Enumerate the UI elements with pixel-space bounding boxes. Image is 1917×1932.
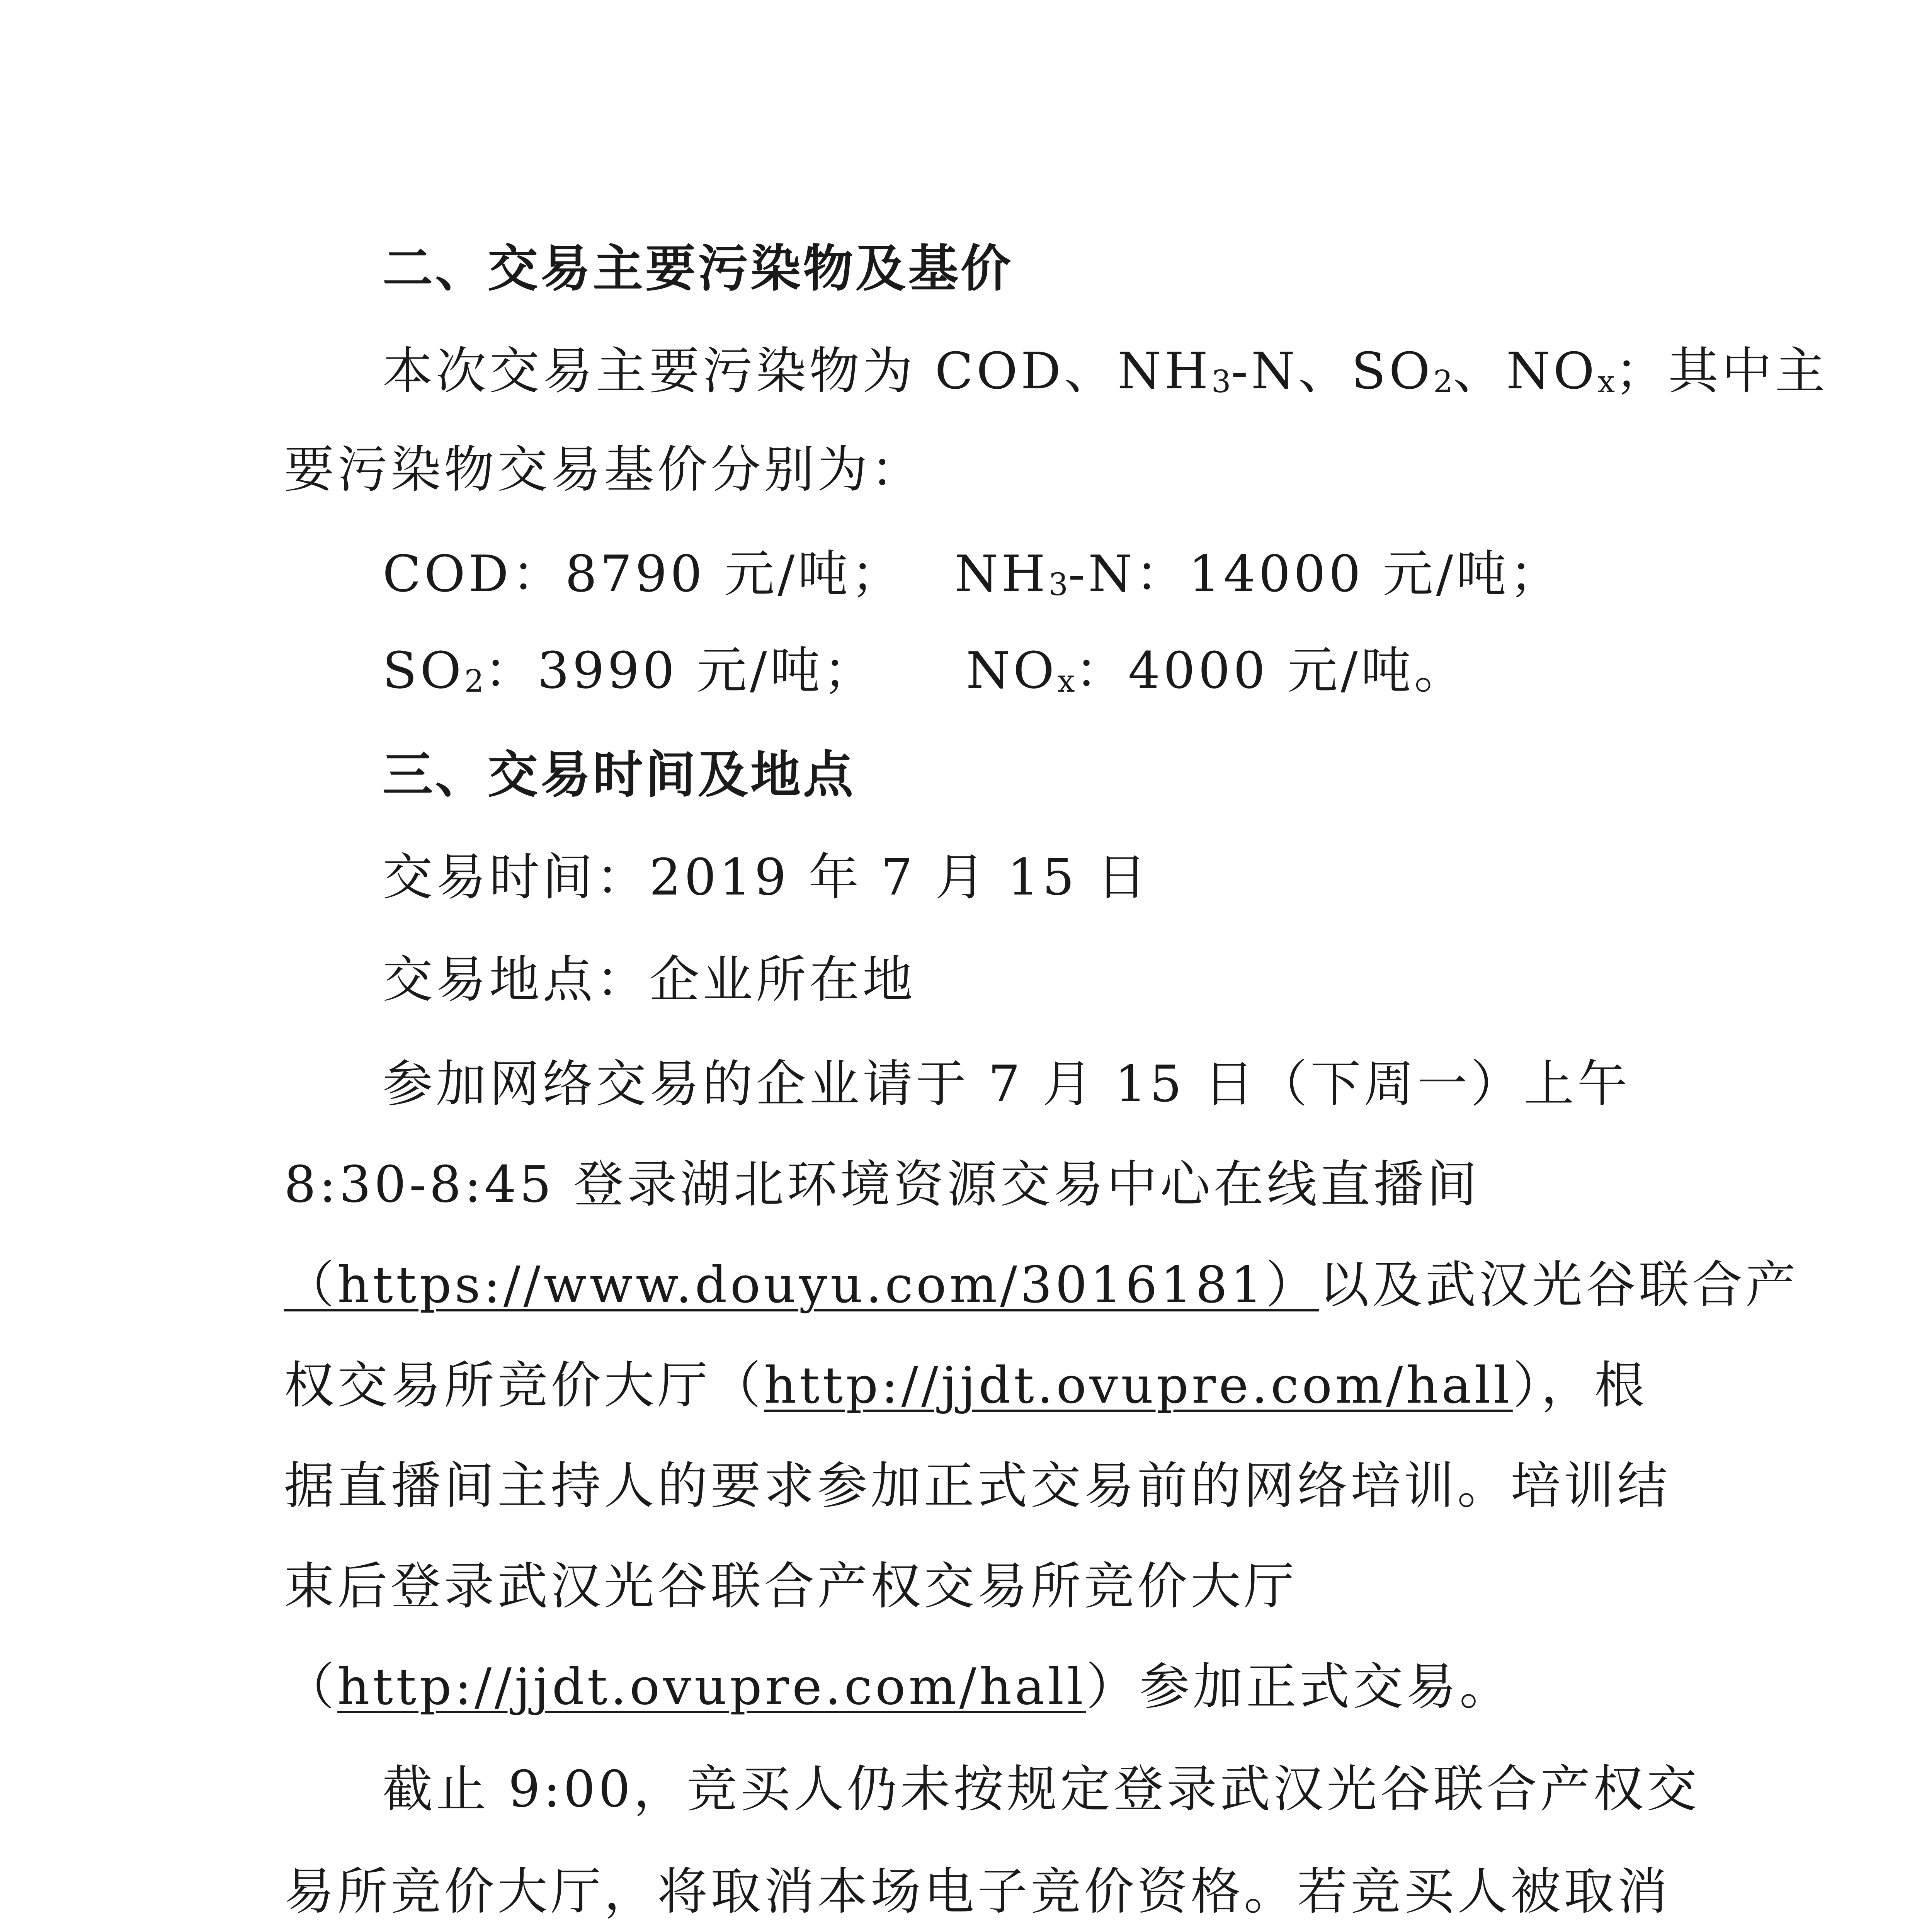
section-3-heading: 三、交易时间及地点 xyxy=(383,745,856,804)
trade-time: 交易时间：2019 年 7 月 15 日 xyxy=(383,848,1150,906)
douyu-link[interactable]: （https://www.douyu.com/3016181） xyxy=(284,1255,1319,1314)
para-1-line-5: 据直播间主持人的要求参加正式交易前的网络培训。培训结 xyxy=(284,1456,1671,1515)
price-cod: COD：8790 元/吨； xyxy=(383,544,905,603)
section-2-intro-line-2: 要污染物交易基价分别为： xyxy=(284,440,924,499)
para-1-line-6: 束后登录武汉光谷联合产权交易所竞价大厅 xyxy=(284,1557,1298,1616)
para-2-line-2: 易所竞价大厅，将取消本场电子竞价资格。若竞买人被取消 xyxy=(284,1862,1671,1921)
para-2-line-1: 截止 9:00，竞买人仍未按规定登录武汉光谷联合产权交 xyxy=(383,1760,1700,1818)
trade-place: 交易地点：企业所在地 xyxy=(383,950,916,1009)
price-nh3n: NH3-N：14000 元/吨； xyxy=(954,544,1563,603)
price-nox: NOx：4000 元/吨。 xyxy=(966,641,1468,700)
hall-link-2[interactable]: http://jjdt.ovupre.com/hall xyxy=(337,1657,1086,1716)
price-so2: SO2：3990 元/吨； xyxy=(383,641,877,700)
section-2-intro-line-1: 本次交易主要污染物为 COD、NH3-N、SO2、NOx；其中主 xyxy=(383,342,1829,400)
para-1-line-4: 权交易所竞价大厅（http://jjdt.ovupre.com/hall），根 xyxy=(284,1356,1648,1415)
para-1-line-1: 参加网络交易的企业请于 7 月 15 日（下周一）上午 xyxy=(383,1054,1631,1113)
para-1-line-7: （http://jjdt.ovupre.com/hall）参加正式交易。 xyxy=(284,1657,1513,1716)
hall-link[interactable]: http://jjdt.ovupre.com/hall xyxy=(764,1356,1513,1415)
para-1-line-2: 8:30-8:45 登录湖北环境资源交易中心在线直播间 xyxy=(284,1155,1480,1214)
para-1-line-3: （https://www.douyu.com/3016181）以及武汉光谷联合产 xyxy=(284,1255,1799,1314)
section-2-heading: 二、交易主要污染物及基价 xyxy=(383,239,1014,298)
